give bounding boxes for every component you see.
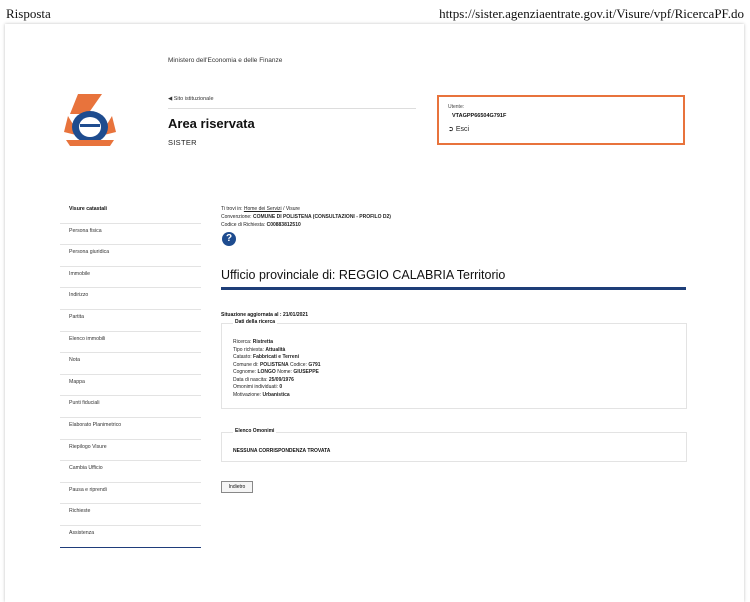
no-match-message: NESSUNA CORRISPONDENZA TROVATA: [233, 448, 331, 454]
detail-label: Cognome:: [233, 369, 257, 375]
back-button[interactable]: Indietro: [221, 481, 253, 493]
detail-label: Motivazione:: [233, 391, 262, 398]
detail-value: Attualità: [265, 346, 286, 353]
sidebar-item-elenco-immobili[interactable]: Elenco immobili: [60, 332, 201, 354]
detail-label: Codice:: [289, 361, 307, 368]
detail-value: POLISTENA: [259, 361, 289, 368]
detail-value: 25/09/1976: [268, 376, 294, 383]
site-link-label: Sito istituzionale: [173, 96, 214, 102]
detail-label: Data di nascita:: [233, 376, 268, 383]
sidebar-menu: [60, 202, 201, 548]
omonimi-legend: Elenco Omonimi: [235, 428, 275, 434]
sidebar-item-pausa-riprendi[interactable]: Pausa e riprendi: [60, 483, 201, 505]
sidebar-item-riepilogo-visure[interactable]: Riepilogo Visure: [60, 440, 201, 462]
detail-value: Urbanistica: [262, 391, 290, 398]
sidebar-item-partita[interactable]: Partita: [60, 310, 201, 332]
detail-value: Ristretta: [252, 339, 274, 345]
request-code-line: [221, 222, 301, 228]
breadcrumb-current: / Visure: [283, 206, 300, 212]
service-subtitle: SISTER: [168, 138, 197, 147]
user-code: VTAGPP66504G791F: [452, 113, 507, 119]
sidebar-item-cambia-ufficio[interactable]: Cambia Ufficio: [60, 461, 201, 483]
search-data-legend: Dati della ricerca: [235, 319, 276, 325]
arrow-left-icon: ◀: [168, 96, 173, 102]
logout-button[interactable]: [448, 125, 469, 133]
detail-row: [233, 369, 319, 375]
convention-line: [221, 214, 391, 220]
office-title: Ufficio provinciale di: REGGIO CALABRIA Territorio: [221, 268, 506, 282]
help-icon[interactable]: ?: [222, 232, 236, 246]
breadcrumb-home-link[interactable]: Home dei Servizi: [243, 206, 282, 212]
situation-date: Situazione aggiornata al : 21/01/2021: [221, 312, 308, 318]
detail-label: Catasto:: [233, 354, 252, 360]
print-header-title: Risposta: [6, 6, 51, 21]
logout-icon: ➲: [448, 126, 454, 133]
detail-value: 0: [279, 384, 283, 390]
detail-row: [233, 384, 282, 390]
sidebar-item-visure-catastali[interactable]: Visure catastali: [60, 202, 201, 224]
detail-value: GIUSEPPE: [293, 369, 319, 375]
breadcrumb-prefix: Ti trovi in:: [221, 206, 243, 212]
sidebar-item-persona-giuridica[interactable]: Persona giuridica: [60, 245, 201, 267]
sidebar-item-immobile[interactable]: Immobile: [60, 267, 201, 289]
detail-value: G791: [308, 361, 321, 368]
detail-row: [233, 339, 273, 345]
request-code-label: Codice di Richiesta:: [221, 222, 266, 228]
detail-row: [233, 362, 321, 368]
logout-label: Esci: [455, 126, 470, 133]
sidebar-item-punti-fiduciali[interactable]: Punti fiduciali: [60, 396, 201, 418]
convention-label: Convenzione:: [221, 214, 252, 220]
sidebar-item-persona-fisica[interactable]: Persona fisica: [60, 224, 201, 246]
detail-row: [233, 377, 294, 383]
ministry-label: Ministero dell'Economia e delle Finanze: [168, 57, 283, 64]
detail-row: [233, 347, 285, 353]
detail-row: [233, 354, 299, 360]
sidebar-item-richieste[interactable]: Richieste: [60, 504, 201, 526]
detail-value: LONGO: [257, 369, 276, 375]
breadcrumb: [221, 206, 300, 212]
convention-value: COMUNE DI POLISTENA (CONSULTAZIONI - PROFILO D2): [252, 214, 391, 220]
request-code-value: C00883812510: [266, 222, 301, 228]
omonimi-panel: [221, 432, 687, 462]
sidebar-item-indirizzo[interactable]: Indirizzo: [60, 288, 201, 310]
print-header-url: https://sister.agenziaentrate.gov.it/Visure/vpf/RicercaPF.do: [439, 6, 744, 21]
header-divider: [168, 108, 416, 109]
agenzia-entrate-logo: [60, 92, 120, 148]
office-title-underline: [221, 287, 686, 290]
sidebar-item-assistenza[interactable]: Assistenza: [60, 526, 201, 548]
sidebar-item-elaborato-planimetrico[interactable]: Elaborato Planimetrico: [60, 418, 201, 440]
detail-label: Ricerca:: [233, 339, 252, 345]
user-box: [437, 95, 685, 145]
detail-row: [233, 392, 290, 398]
detail-label: Tipo richiesta:: [233, 346, 264, 353]
detail-label: Omonimi individuati:: [233, 384, 279, 390]
user-label: Utente:: [448, 104, 465, 110]
site-link[interactable]: [168, 96, 214, 102]
detail-label: Comune di:: [233, 361, 259, 368]
page-title: Area riservata: [168, 116, 255, 131]
sidebar-item-mappa[interactable]: Mappa: [60, 375, 201, 397]
detail-value: Fabbricati e Terreni: [253, 354, 300, 360]
detail-label: Nome:: [277, 369, 292, 375]
sidebar-item-nota[interactable]: Nota: [60, 353, 201, 375]
